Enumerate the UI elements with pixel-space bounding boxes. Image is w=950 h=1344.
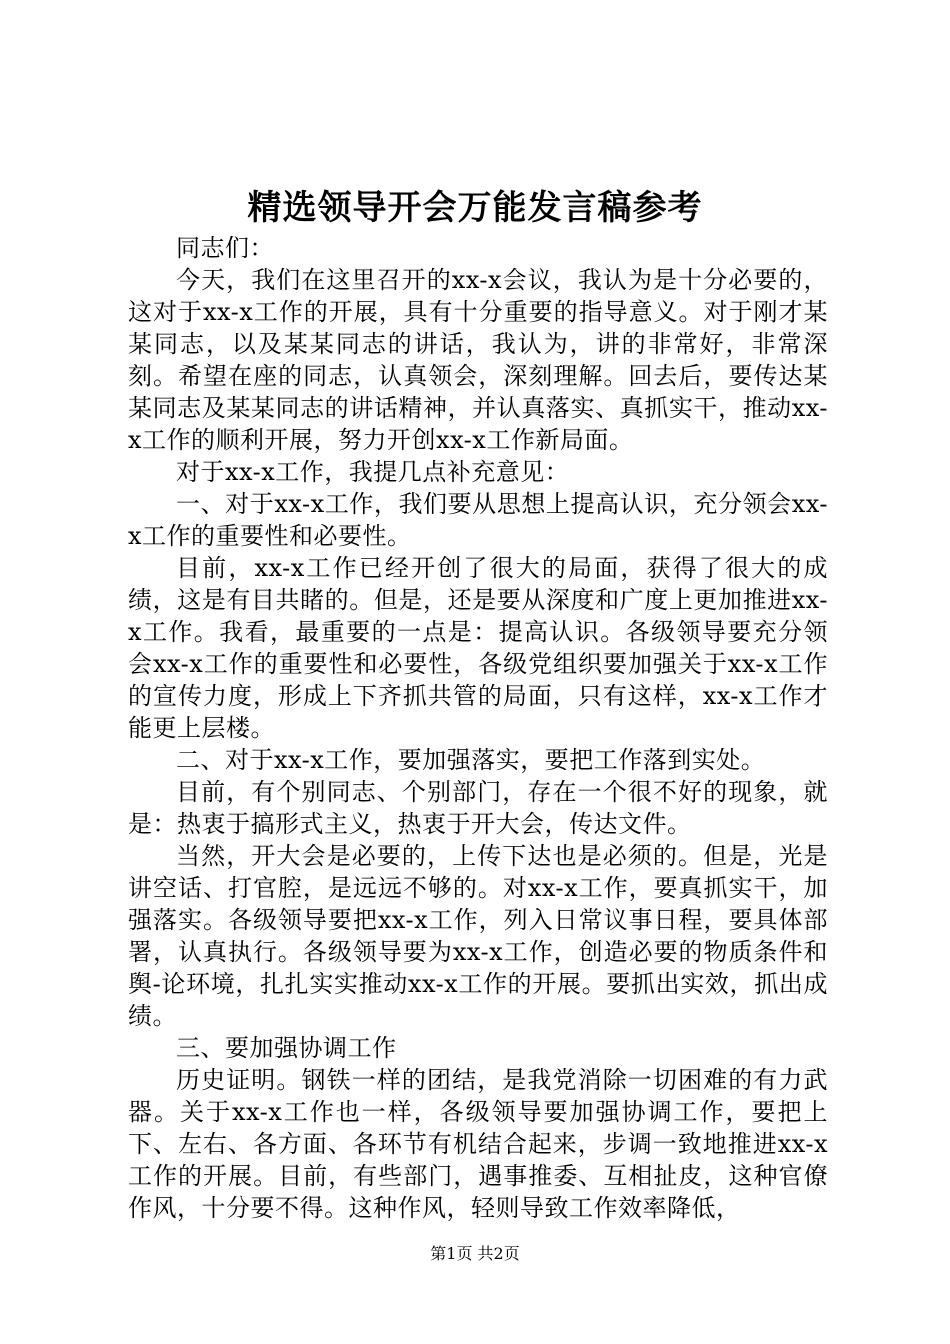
paragraph-opening: 今天，我们在这里召开的xx-x会议，我认为是十分必要的，这对于xx-x工作的开展，具有十分重要的指导意义。对于刚才某某同志，以及某某同志的讲话，我认为，讲的非常好，非常深刻。希望在座的同志，认真领会，深刻理解。回去后，要传达某某同志及某某同志的讲话精神，并认真落实、真抓实干，推动xx-x工作的顺利开展，努力开创xx-x工作新局面。 <box>128 266 828 454</box>
paragraph-section-3: 历史证明。钢铁一样的团结，是我党消除一切困难的有力武器。关于xx-x工作也一样，各级领导要加强协调工作，要把上下、左右、各方面、各环节有机结合起来，步调一致地推进xx-x工作的开展。目前，有些部门，遇事推委、互相扯皮，这种官僚作风，十分要不得。这种作风，轻则导致工作效率降低， <box>128 1066 828 1222</box>
document-title: 精选领导开会万能发言稿参考 <box>247 188 703 228</box>
paragraph-section-1: 目前，xx-x工作已经开创了很大的局面，获得了很大的成绩，这是有目共睹的。但是，还是要从深度和广度上更加推进xx-x工作。我看，最重要的一点是：提高认识。各级领导要充分领会xx-x工作的重要性和必要性，各级党组织要加强关于xx-x工作的宣传力度，形成上下齐抓共管的局面，只有这样，xx-x工作才能更上层楼。 <box>128 554 828 742</box>
section-heading-2: 二、对于xx-x工作，要加强落实，要把工作落到实处。 <box>176 746 766 774</box>
paragraph-section-2b: 当然，开大会是必要的，上传下达也是必须的。但是，光是讲空话、打官腔，是远远不够的。对xx-x工作，要真抓实干，加强落实。各级领导要把xx-x工作，列入日常议事日程，要具体部署，认真执行。各级领导要为xx-x工作，创造必要的物质条件和舆-论环境，扎扎实实推动xx-x工作的开展。要抓出实效，抓出成绩。 <box>128 842 828 1030</box>
section-heading-3: 三、要加强协调工作 <box>176 1034 397 1062</box>
paragraph-greeting: 同志们： <box>176 234 274 262</box>
page-footer: 第1页 共2页 <box>430 1244 520 1263</box>
paragraph-section-2a: 目前，有个别同志、个别部门，存在一个很不好的现象，就是：热衷于搞形式主义，热衷于开大会，传达文件。 <box>128 778 828 838</box>
section-heading-1: 一、对于xx-x工作，我们要从思想上提高认识，充分领会xx-x工作的重要性和必要性。 <box>128 490 828 550</box>
paragraph-intro-points: 对于xx-x工作，我提几点补充意见： <box>176 458 570 486</box>
document-body <box>128 232 828 1224</box>
